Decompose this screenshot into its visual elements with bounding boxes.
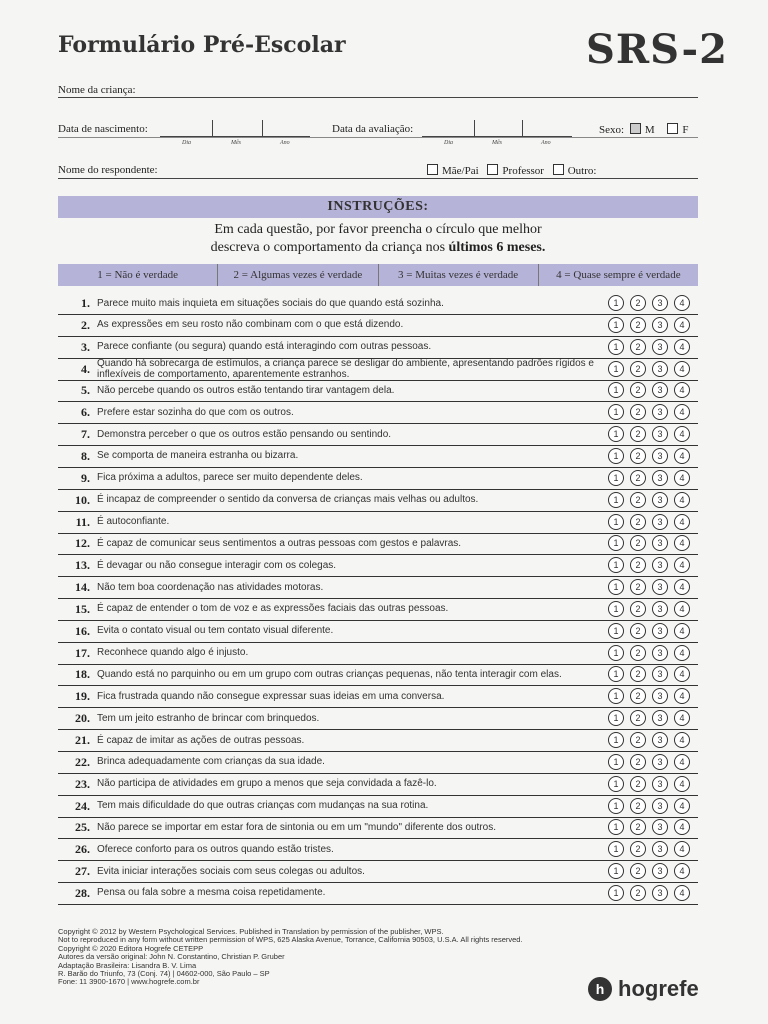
answer-circle-2[interactable]: 2 [630,535,646,551]
eval-date-label: Data da avaliação: [332,123,414,135]
respondent-label: Nome do respondente: [58,164,158,176]
answer-options [608,885,690,901]
question-number: 2. [81,317,90,332]
answer-options [608,361,690,377]
question-number: 27. [75,864,90,879]
scale-item: 2 = Algumas vezes é verdade [217,264,377,286]
answer-circle-3[interactable]: 3 [652,710,668,726]
answer-circle-1[interactable]: 1 [608,492,624,508]
form-code: SRS-2 [586,26,728,73]
answer-circle-2[interactable]: 2 [630,688,646,704]
answer-options [608,339,690,355]
answer-circle-1[interactable]: 1 [608,732,624,748]
question-number: 3. [81,339,90,354]
answer-circle-3[interactable]: 3 [652,295,668,311]
answer-options [608,535,690,551]
answer-circle-2[interactable]: 2 [630,776,646,792]
question-row [58,598,698,621]
answer-circle-4[interactable]: 4 [674,798,690,814]
respondent-field[interactable] [58,178,698,179]
answer-circle-4[interactable]: 4 [674,361,690,377]
question-text: Quando há sobrecarga de estímulos, a criança parece se desligar do ambiente, apresentando padrões rígidos e inflexíveis de comportamento, aparentemente estranhos. [97,357,594,380]
answer-circle-2[interactable]: 2 [630,645,646,661]
answer-options [608,645,690,661]
answer-circle-4[interactable]: 4 [674,295,690,311]
question-row [58,336,698,359]
answer-circle-3[interactable]: 3 [652,623,668,639]
answer-circle-3[interactable]: 3 [652,339,668,355]
question-number: 28. [75,885,90,900]
teacher-label: Professor [502,165,544,177]
question-text: Oferece conforto para os outros quando estão tristes. [97,843,334,855]
answer-circle-3[interactable]: 3 [652,863,668,879]
parent-label: Mãe/Pai [442,165,479,177]
question-number: 18. [75,667,90,682]
answer-circle-3[interactable]: 3 [652,688,668,704]
answer-circle-4[interactable]: 4 [674,514,690,530]
question-number: 10. [75,492,90,507]
footer-line: Adaptação Brasileira: Lisandra B. V. Lima [58,960,197,970]
answer-circle-1[interactable]: 1 [608,666,624,682]
answer-circle-2[interactable]: 2 [630,863,646,879]
answer-circle-4[interactable]: 4 [674,841,690,857]
answer-options [608,317,690,333]
question-row [58,620,698,643]
answer-circle-2[interactable]: 2 [630,601,646,617]
copyright-footer [58,928,523,987]
question-row [58,707,698,730]
question-text: Quando está no parquinho ou em um grupo com outras crianças pequenas, não tenta interagir com elas. [97,668,562,680]
sex-f-label: F [682,124,689,136]
answer-circle-3[interactable]: 3 [652,514,668,530]
question-row [58,489,698,512]
answer-options [608,688,690,704]
answer-circle-4[interactable]: 4 [674,666,690,682]
answer-circle-1[interactable]: 1 [608,688,624,704]
answer-circle-3[interactable]: 3 [652,601,668,617]
answer-circle-1[interactable]: 1 [608,776,624,792]
answer-circle-4[interactable]: 4 [674,601,690,617]
question-row [58,795,698,818]
answer-circle-1[interactable]: 1 [608,710,624,726]
question-text: Tem mais dificuldade do que outras crianças com mudanças na sua rotina. [97,800,429,812]
question-row [58,379,698,402]
question-text: É incapaz de compreender o sentido da conversa de crianças mais velhas ou adultos. [97,494,479,506]
question-text: Não percebe quando os outros estão tentando tirar vantagem dela. [97,384,395,396]
question-text: É capaz de entender o tom de voz e as expressões faciais das outras pessoas. [97,603,449,615]
answer-circle-4[interactable]: 4 [674,470,690,486]
birth-date-label: Data de nascimento: [58,123,148,135]
answer-circle-3[interactable]: 3 [652,448,668,464]
question-text: Fica próxima a adultos, parece ser muito dependente deles. [97,472,363,484]
question-row [58,816,698,839]
footer-line: R. Barão do Triunfo, 73 (Conj. 74) | 04602-000, São Paulo – SP [58,969,270,979]
answer-circle-1[interactable]: 1 [608,317,624,333]
scale-item: 1 = Não é verdade [97,269,178,281]
answer-circle-3[interactable]: 3 [652,798,668,814]
answer-circle-3[interactable]: 3 [652,645,668,661]
answer-options [608,776,690,792]
answer-circle-3[interactable]: 3 [652,885,668,901]
question-number: 1. [81,296,90,310]
question-number: 19. [75,689,90,704]
answer-circle-4[interactable]: 4 [674,688,690,704]
instructions-title: INSTRUÇÕES: [327,199,429,214]
answer-circle-4[interactable]: 4 [674,535,690,551]
answer-circle-1[interactable]: 1 [608,885,624,901]
answer-options [608,492,690,508]
rating-scale-legend [58,264,698,286]
question-number: 21. [75,733,90,747]
answer-circle-1[interactable]: 1 [608,579,624,595]
answer-circle-2[interactable]: 2 [630,382,646,398]
hogrefe-logo-icon: h [588,977,612,1001]
answer-circle-4[interactable]: 4 [674,448,690,464]
answer-circle-2[interactable]: 2 [630,579,646,595]
question-text: As expressões em seu rosto não combinam com o que está dizendo. [97,319,404,331]
question-number: 5. [81,383,90,398]
answer-options [608,404,690,420]
answer-options [608,514,690,530]
answer-circle-1[interactable]: 1 [608,535,624,551]
answer-circle-1[interactable]: 1 [608,361,624,377]
answer-circle-2[interactable]: 2 [630,754,646,770]
answer-circle-4[interactable]: 4 [674,339,690,355]
question-row [58,882,698,905]
answer-circle-4[interactable]: 4 [674,645,690,661]
answer-circle-1[interactable]: 1 [608,339,624,355]
answer-circle-4[interactable]: 4 [674,317,690,333]
answer-circle-2[interactable]: 2 [630,841,646,857]
question-row [58,401,698,424]
day-caption: Dia [444,140,453,146]
answer-circle-1[interactable]: 1 [608,645,624,661]
question-number: 7. [81,427,90,442]
answer-circle-1[interactable]: 1 [608,841,624,857]
question-row [58,511,698,534]
question-number: 25. [75,820,90,835]
question-number: 8. [81,448,90,463]
question-row [58,554,698,577]
question-text: Parece muito mais inquieta em situações sociais do que quando está sozinha. [97,297,444,309]
question-row [58,314,698,337]
form-title: Formulário Pré-Escolar [58,32,346,58]
answer-circle-2[interactable]: 2 [630,819,646,835]
scale-item: 4 = Quase sempre é verdade [538,264,698,286]
answer-circle-4[interactable]: 4 [674,863,690,879]
answer-circle-1[interactable]: 1 [608,295,624,311]
date-divider [474,120,475,136]
question-number: 4. [81,361,90,376]
question-text: É capaz de imitar as ações de outras pessoas. [97,734,305,746]
question-row [58,729,698,752]
answer-circle-1[interactable]: 1 [608,557,624,573]
answer-circle-1[interactable]: 1 [608,819,624,835]
question-row [58,751,698,774]
question-text: Não parece se importar em estar fora de sintonia ou em um "mundo" diferente dos outros. [97,821,496,833]
question-text: Não participa de atividades em grupo a menos que seja convidada a fazê-lo. [97,778,437,790]
month-caption: Mês [231,140,241,146]
question-text: Pensa ou fala sobre a mesma coisa repetidamente. [97,887,326,899]
year-caption: Ano [541,140,551,146]
answer-circle-1[interactable]: 1 [608,863,624,879]
sex-f-checkbox[interactable] [667,123,678,134]
answer-options [608,382,690,398]
answer-circle-2[interactable]: 2 [630,404,646,420]
answer-circle-2[interactable]: 2 [630,339,646,355]
respondent-options [427,164,596,177]
instructions-emphasis: últimos 6 meses. [448,240,546,255]
answer-circle-2[interactable]: 2 [630,732,646,748]
sex-label: Sexo: [599,124,625,136]
answer-options [608,601,690,617]
answer-options [608,426,690,442]
question-row [58,467,698,490]
answer-circle-4[interactable]: 4 [674,426,690,442]
answer-circle-3[interactable]: 3 [652,666,668,682]
question-number: 26. [75,842,90,857]
answer-options [608,754,690,770]
answer-options [608,623,690,639]
question-text: É capaz de comunicar seus sentimentos a outras pessoas com gestos e palavras. [97,537,462,549]
question-row [58,576,698,599]
question-row [58,532,698,555]
instructions-line-2 [58,240,698,256]
answer-circle-2[interactable]: 2 [630,448,646,464]
question-row [58,423,698,446]
question-text: É devagar ou não consegue interagir com os colegas. [97,559,337,571]
answer-options [608,798,690,814]
answer-circle-4[interactable]: 4 [674,404,690,420]
answer-options [608,557,690,573]
footer-line: Autores da versão original: John N. Constantino, Christian P. Gruber [58,952,285,962]
question-text: Parece confiante (ou segura) quando está interagindo com outras pessoas. [97,341,432,353]
year-caption: Ano [280,140,290,146]
answer-circle-1[interactable]: 1 [608,448,624,464]
answer-circle-2[interactable]: 2 [630,557,646,573]
footer-line: Not to reproduced in any form without written permission of WPS, 625 Alaska Avenue, Torrance, California 90503, U.S.A. All rights reserved. [58,935,523,945]
instructions-bar [58,196,698,218]
answer-circle-3[interactable]: 3 [652,732,668,748]
question-row [58,292,698,315]
other-label: Outro: [567,165,597,177]
answer-circle-3[interactable]: 3 [652,535,668,551]
hogrefe-logo-text: hogrefe [618,976,699,1001]
scale-item: 3 = Muitas vezes é verdade [378,264,538,286]
question-row [58,358,698,381]
answer-circle-2[interactable]: 2 [630,798,646,814]
answer-circle-3[interactable]: 3 [652,579,668,595]
parent-checkbox[interactable] [427,164,438,175]
answer-circle-2[interactable]: 2 [630,623,646,639]
question-number: 11. [75,514,90,529]
question-number: 22. [75,754,90,769]
answer-circle-2[interactable]: 2 [630,295,646,311]
question-row [58,685,698,708]
question-text: Demonstra perceber o que os outros estão pensando ou sentindo. [97,428,392,440]
child-name-label: Nome da criança: [58,84,136,96]
answer-circle-4[interactable]: 4 [674,776,690,792]
answer-circle-3[interactable]: 3 [652,382,668,398]
question-number: 24. [75,798,90,813]
date-divider [522,120,523,136]
answer-circle-2[interactable]: 2 [630,470,646,486]
answer-circle-3[interactable]: 3 [652,492,668,508]
question-text: Brinca adequadamente com crianças da sua idade. [97,756,325,768]
question-text: Evita o contato visual ou tem contato visual diferente. [97,625,334,637]
footer-line: Copyright © 2012 by Western Psychological Services. Published in Translation by permission of the publisher, WPS. [58,927,444,936]
question-row [58,445,698,468]
answer-circle-3[interactable]: 3 [652,841,668,857]
question-number: 12. [75,536,90,551]
question-number: 15. [75,601,90,616]
answer-options [608,841,690,857]
question-number: 14. [75,580,90,595]
sex-group [599,123,688,136]
answer-circle-3[interactable]: 3 [652,557,668,573]
answer-circle-2[interactable]: 2 [630,514,646,530]
month-caption: Mês [492,140,502,146]
answer-circle-3[interactable]: 3 [652,819,668,835]
answer-circle-1[interactable]: 1 [608,470,624,486]
question-row [58,860,698,883]
question-text: Reconhece quando algo é injusto. [97,647,249,659]
answer-circle-4[interactable]: 4 [674,382,690,398]
question-row [58,838,698,861]
answer-options [608,819,690,835]
answer-circle-1[interactable]: 1 [608,754,624,770]
question-number: 17. [75,645,90,660]
answer-options [608,448,690,464]
answer-circle-1[interactable]: 1 [608,404,624,420]
question-number: 9. [81,470,90,485]
answer-options [608,579,690,595]
question-number: 16. [75,623,90,638]
question-row [58,642,698,665]
answer-circle-1[interactable]: 1 [608,798,624,814]
answer-circle-3[interactable]: 3 [652,470,668,486]
answer-circle-1[interactable]: 1 [608,382,624,398]
question-text: Fica frustrada quando não consegue expressar suas ideias em uma conversa. [97,690,445,702]
answer-circle-4[interactable]: 4 [674,557,690,573]
question-text: Não tem boa coordenação nas atividades motoras. [97,581,324,593]
answer-circle-2[interactable]: 2 [630,710,646,726]
answer-circle-1[interactable]: 1 [608,623,624,639]
answer-circle-4[interactable]: 4 [674,623,690,639]
divider [58,137,698,138]
question-text: Prefere estar sozinha do que com os outros. [97,406,294,418]
footer-line: Fone: 11 3900-1670 | www.hogrefe.com.br [58,977,200,987]
answer-circle-4[interactable]: 4 [674,732,690,748]
answer-circle-2[interactable]: 2 [630,426,646,442]
answer-options [608,863,690,879]
question-row [58,773,698,796]
answer-circle-4[interactable]: 4 [674,710,690,726]
answer-circle-2[interactable]: 2 [630,492,646,508]
answer-circle-3[interactable]: 3 [652,426,668,442]
answer-circle-1[interactable]: 1 [608,426,624,442]
answer-options [608,732,690,748]
answer-options [608,470,690,486]
answer-circle-1[interactable]: 1 [608,514,624,530]
footer-line: Copyright © 2020 Editora Hogrefe CETEPP [58,943,204,953]
other-checkbox[interactable] [553,164,564,175]
question-number: 6. [81,405,90,420]
answer-circle-2[interactable]: 2 [630,317,646,333]
answer-circle-4[interactable]: 4 [674,754,690,770]
answer-circle-2[interactable]: 2 [630,666,646,682]
answer-options [608,295,690,311]
question-number: 13. [75,558,90,573]
question-number: 23. [75,776,90,791]
day-caption: Dia [182,140,191,146]
answer-circle-3[interactable]: 3 [652,404,668,420]
teacher-checkbox[interactable] [487,164,498,175]
instructions-line-2-text: descreva o comportamento da criança nos [210,240,449,255]
answer-circle-4[interactable]: 4 [674,885,690,901]
question-text: Evita iniciar interações sociais com seus colegas ou adultos. [97,865,365,877]
instructions-line-1: Em cada questão, por favor preencha o círculo que melhor [214,222,542,237]
question-text: Tem um jeito estranho de brincar com brinquedos. [97,712,320,724]
answer-circle-3[interactable]: 3 [652,776,668,792]
sex-m-label: M [644,124,655,136]
date-divider [262,120,263,136]
question-number: 20. [75,711,90,726]
question-row [58,663,698,686]
sex-m-checkbox[interactable] [630,123,641,134]
child-name-field[interactable] [58,97,698,98]
answer-options [608,710,690,726]
answer-circle-4[interactable]: 4 [674,819,690,835]
answer-circle-2[interactable]: 2 [630,885,646,901]
answer-circle-3[interactable]: 3 [652,361,668,377]
answer-circle-3[interactable]: 3 [652,754,668,770]
answer-circle-3[interactable]: 3 [652,317,668,333]
date-divider [212,120,213,136]
hogrefe-logo [588,976,699,1002]
answer-circle-4[interactable]: 4 [674,579,690,595]
question-text: Se comporta de maneira estranha ou bizarra. [97,450,299,462]
answer-options [608,666,690,682]
answer-circle-2[interactable]: 2 [630,361,646,377]
answer-circle-1[interactable]: 1 [608,601,624,617]
answer-circle-4[interactable]: 4 [674,492,690,508]
question-text: É autoconfiante. [97,516,170,527]
